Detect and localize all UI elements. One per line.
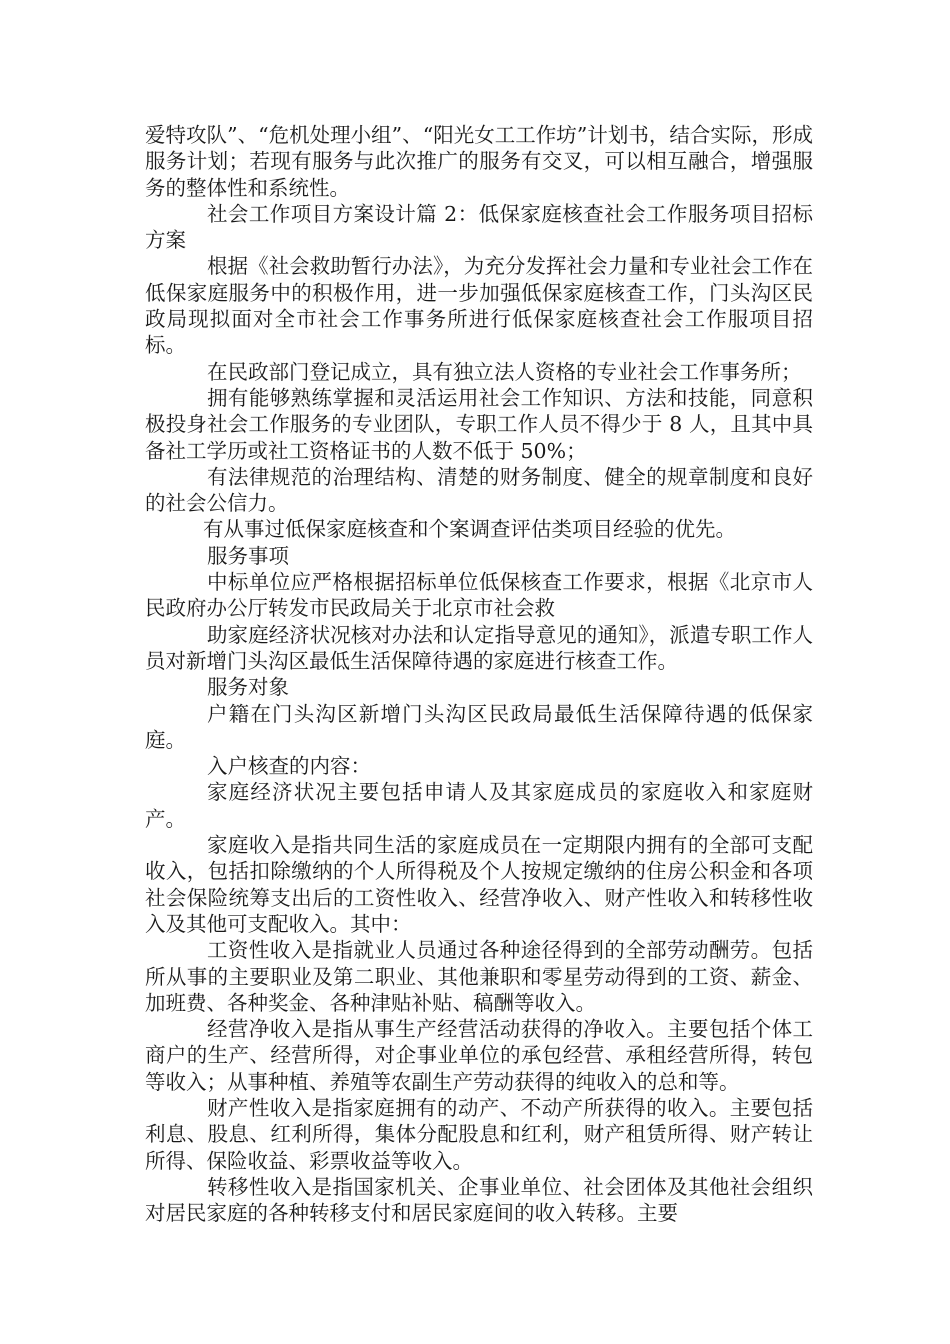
subheading: 服务事项	[207, 543, 289, 568]
subheading: 入户核查的内容：	[207, 754, 371, 779]
paragraph: 户籍在门头沟区新增门头沟区民政局最低生活保障待遇的低保家庭。	[145, 701, 813, 752]
paragraph: 家庭经济状况主要包括申请人及其家庭成员的家庭收入和家庭财产。	[145, 780, 813, 831]
paragraph: 经营净收入是指从事生产经营活动获得的净收入。主要包括个体工商户的生产、经营所得，对企事业单位的承包经营、承租经营所得，转包等收入；从事种植、养殖等农副生产劳动获得的纯收入的总和等。	[145, 1017, 813, 1094]
paragraph: 中标单位应严格根据招标单位低保核查工作要求，根据《北京市人民政府办公厅转发市民政局关于北京市社会救	[145, 570, 813, 621]
paragraph: 家庭收入是指共同生活的家庭成员在一定期限内拥有的全部可支配收入，包括扣除缴纳的个人所得税及个人按规定缴纳的住房公积金和各项社会保险统筹支出后的工资性收入、经营净收入、财产性收入和转移性收入及其他可支配收入。其中：	[145, 833, 813, 936]
section-heading: 社会工作项目方案设计篇 2：低保家庭核查社会工作服务项目招标方案	[145, 201, 813, 253]
paragraph-continuation: 爱特攻队”、“危机处理小组”、“阳光女工工作坊”计划书，结合实际，形成服务计划；若现有服务与此次推广的服务有交叉，可以相互融合，增强服务的整体性和系统性。	[145, 123, 813, 200]
paragraph: 工资性收入是指就业人员通过各种途径得到的全部劳动酬劳。包括所从事的主要职业及第二职业、其他兼职和零星劳动得到的工资、薪金、加班费、各种奖金、各种津贴补贴、稿酬等收入。	[145, 938, 813, 1015]
paragraph: 拥有能够熟练掌握和灵活运用社会工作知识、方法和技能，同意积极投身社会工作服务的专业团队，专职工作人员不得少于 8 人，且其中具备社工学历或社工资格证书的人数不低于 50%；	[145, 385, 813, 463]
document-body	[145, 122, 813, 1226]
paragraph: 有从事过低保家庭核查和个案调查评估类项目经验的优先。	[203, 517, 736, 542]
paragraph: 财产性收入是指家庭拥有的动产、不动产所获得的收入。主要包括利息、股息、红利所得，集体分配股息和红利，财产租赁所得、财产转让所得、保险收益、彩票收益等收入。	[145, 1095, 813, 1173]
paragraph: 助家庭经济状况核对办法和认定指导意见的通知》，派遣专职工作人员对新增门头沟区最低生活保障待遇的家庭进行核查工作。	[145, 622, 813, 673]
paragraph: 转移性收入是指国家机关、企事业单位、社会团体及其他社会组织对居民家庭的各种转移支付和居民家庭间的收入转移。主要	[145, 1174, 813, 1226]
paragraph: 在民政部门登记成立，具有独立法人资格的专业社会工作事务所；	[207, 359, 802, 384]
paragraph: 根据《社会救助暂行办法》，为充分发挥社会力量和专业社会工作在低保家庭服务中的积极作用，进一步加强低保家庭核查工作，门头沟区民政局现拟面对全市社会工作事务所进行低保家庭核查社会工作服项目招标。	[145, 254, 813, 358]
subheading: 服务对象	[207, 675, 289, 700]
paragraph: 有法律规范的治理结构、清楚的财务制度、健全的规章制度和良好的社会公信力。	[145, 464, 813, 516]
